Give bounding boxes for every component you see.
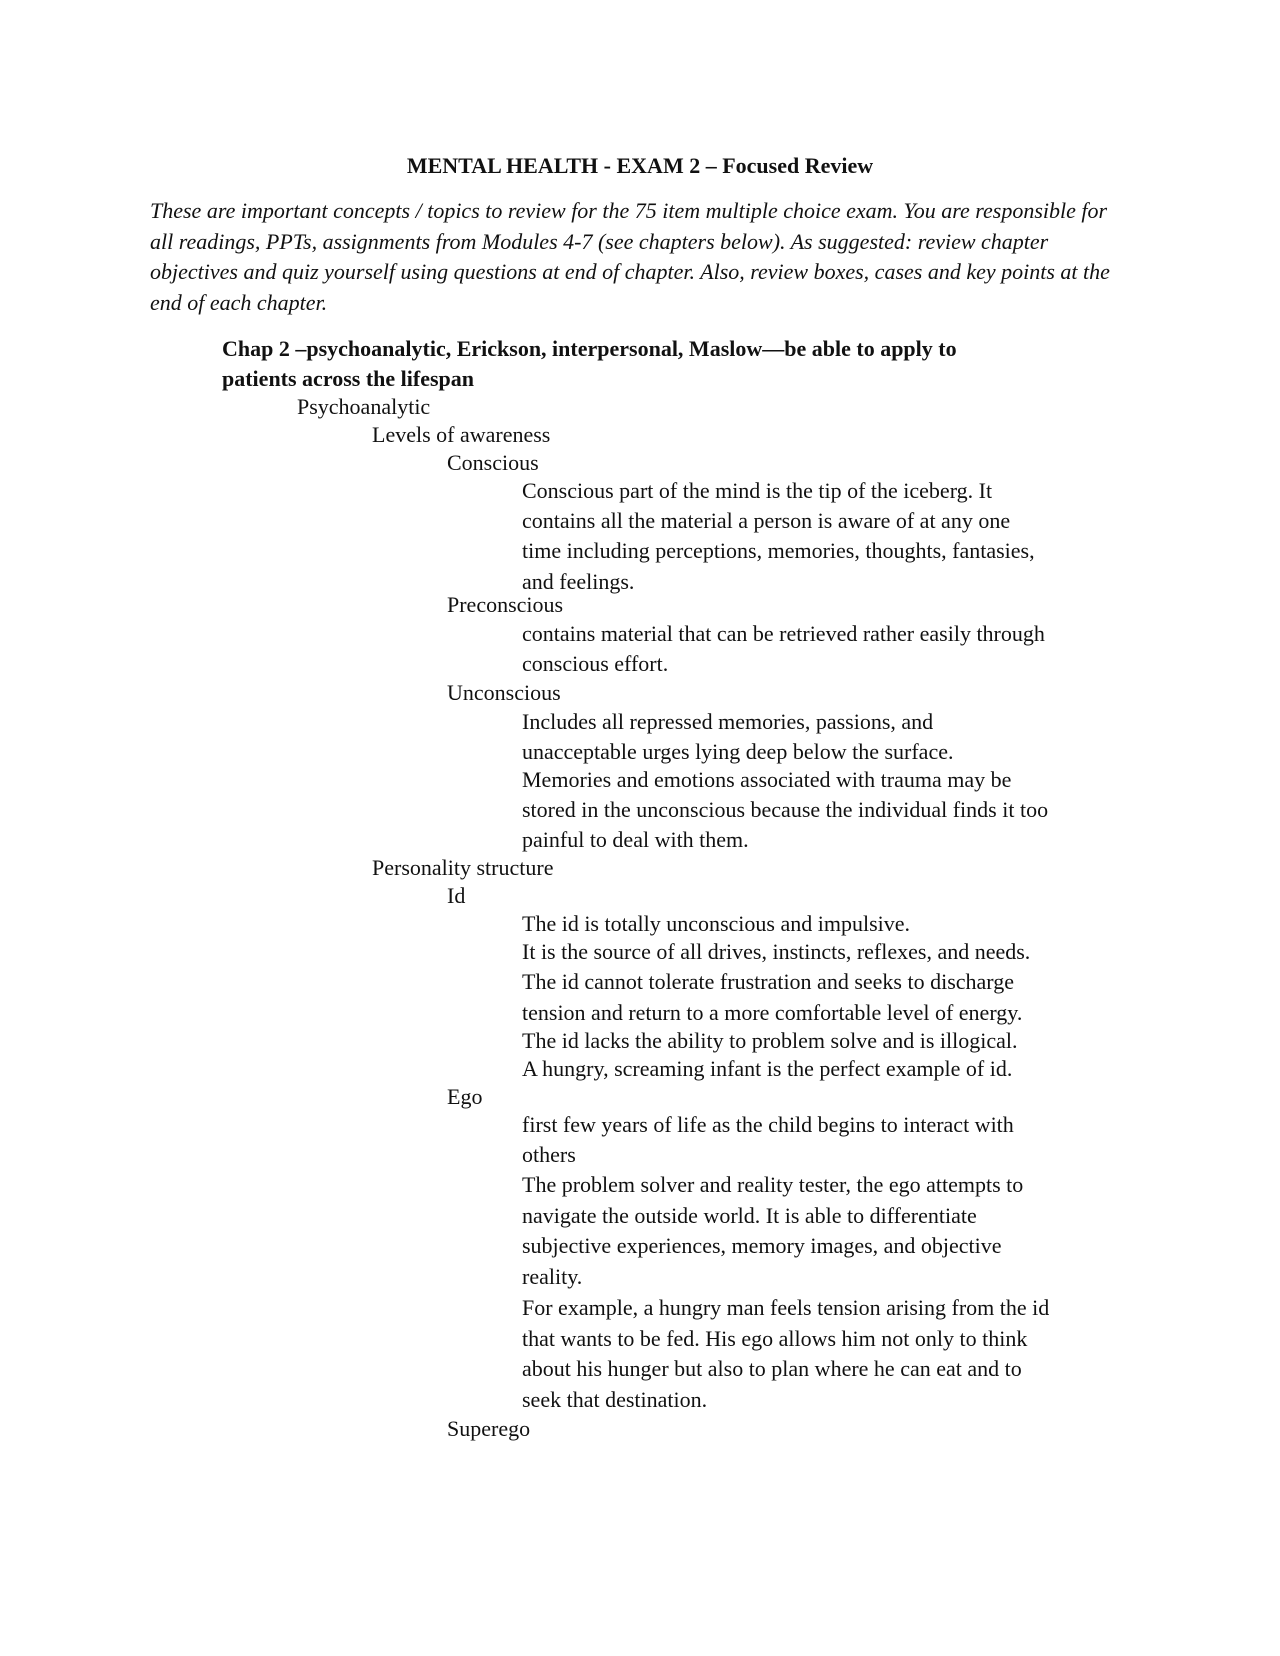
document-title: MENTAL HEALTH - EXAM 2 – Focused Review [406,153,874,178]
outline-text-line: Ego [447,1084,483,1109]
outline-text-line: Id [447,883,466,908]
outline-text-line: conscious effort. [522,650,669,676]
outline-text-line: The id is totally unconscious and impulsive. [522,911,911,936]
outline-text-line: seek that destination. [522,1386,708,1412]
outline-text-line: The id lacks the ability to problem solve and is illogical. [522,1028,1018,1053]
outline-text-line: contains all the material a person is aware of at any one [522,508,1011,534]
outline-text-line: reality. [522,1263,583,1289]
outline-text [222,334,957,394]
outline-text [522,1110,1014,1170]
outline-text-line: Chap 2 –psychoanalytic, Erickson, interpersonal, Maslow—be able to apply to [222,336,957,361]
outline-text-line: Psychoanalytic [297,394,431,419]
outline-text-line: Memories and emotions associated with trauma may be [522,767,1012,792]
outline-text [522,909,910,938]
outline-text [372,420,550,449]
outline-text-line: Unconscious [447,680,561,705]
outline-text [447,1414,530,1443]
outline-text-line: Preconscious [447,592,564,617]
outline-text-line: navigate the outside world. It is able to differentiate [522,1202,977,1228]
outline-text-line: Conscious [447,450,539,475]
outline-text [522,619,1045,678]
outline-text-line: time including perceptions, memories, thoughts, fantasies, [522,538,1035,564]
outline-text [522,765,1048,855]
outline-text-line: Includes all repressed memories, passions, and [522,709,934,734]
outline-text-line: A hungry, screaming infant is the perfect example of id. [522,1056,1013,1081]
outline-text-line: others [522,1142,576,1167]
outline-text [447,1082,482,1111]
outline-text-line: stored in the unconscious because the individual finds it too [522,797,1049,822]
outline-text-line: It is the source of all drives, instincts, reflexes, and needs. [522,939,1031,964]
outline-text [522,1170,1023,1292]
outline-text-line: tension and return to a more comfortable level of energy. [522,999,1023,1025]
outline-text [372,853,553,882]
outline-text [447,590,563,619]
outline-text [522,1293,1049,1415]
outline-text-line: The id cannot tolerate frustration and seeks to discharge [522,969,1014,995]
outline-text-line: Levels of awareness [372,422,551,447]
outline-text-line: subjective experiences, memory images, and objective [522,1233,1002,1258]
outline-text-line: Superego [447,1416,531,1441]
outline-text [522,707,953,767]
outline-text [522,1054,1012,1083]
outline-text [297,392,430,421]
outline-text [522,937,1030,1028]
outline-text-line: For example, a hungry man feels tension arising from the id [522,1295,1050,1320]
outline-text-line: The problem solver and reality tester, the ego attempts to [522,1172,1024,1197]
outline-text-line: that wants to be fed. His ego allows him not only to think [522,1325,1028,1351]
outline-text [447,448,539,477]
outline-text-line: and feelings. [522,568,635,594]
outline-text-line: first few years of life as the child begins to interact with [522,1112,1014,1137]
outline-text-line: Conscious part of the mind is the tip of the iceberg. It [522,478,993,503]
outline-text-line: contains material that can be retrieved rather easily through [522,621,1045,646]
outline-text [522,1026,1018,1055]
outline-text-line: painful to deal with them. [522,827,749,852]
outline-text-line: patients across the lifespan [222,366,474,391]
intro-paragraph: These are important concepts / topics to review for the 75 item multiple choice exam. You are responsible for all readings, PPTs, assignments from Modules 4-7 (see chapters below). As suggested: review chapter objectives and quiz yourself using questions at end of chapter. Also, review boxes, cases and key points at the end of each chapter. [150,198,1110,315]
outline-text [447,678,561,707]
outline-text [447,881,465,910]
outline-text-line: Personality structure [372,855,554,880]
outline-text-line: unacceptable urges lying deep below the surface. [522,739,954,764]
outline-text [522,476,1035,597]
outline-text-line: about his hunger but also to plan where he can eat and to [522,1356,1022,1381]
